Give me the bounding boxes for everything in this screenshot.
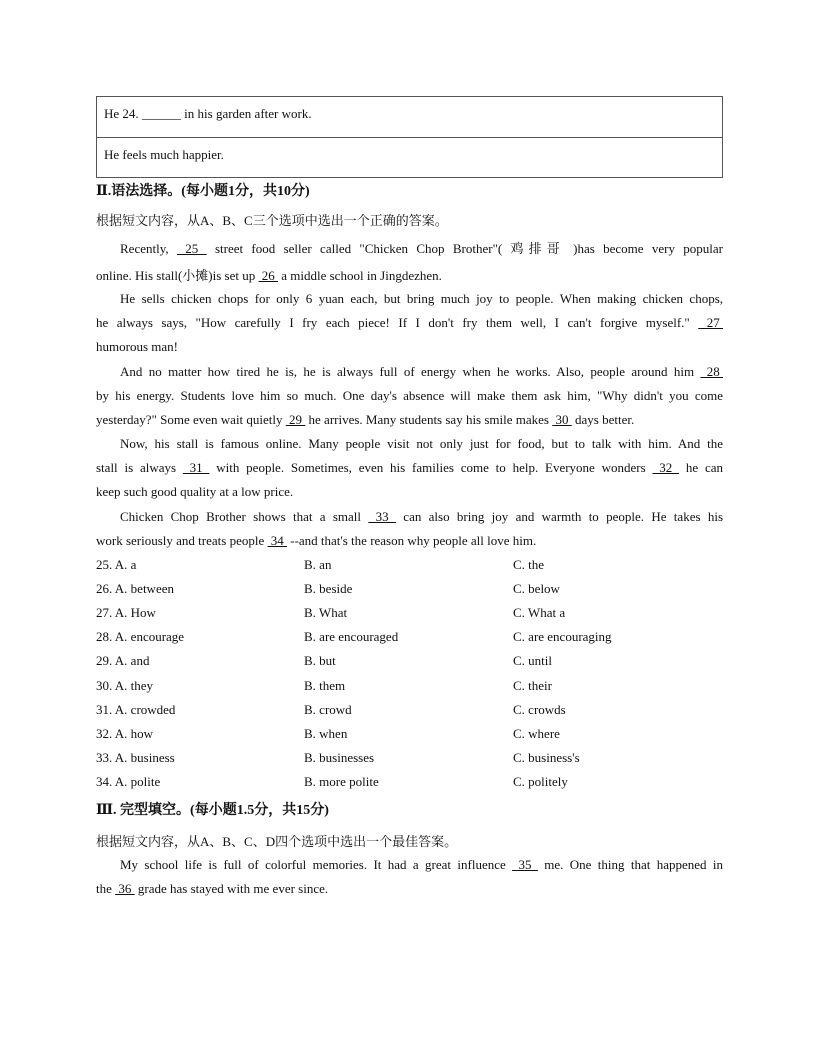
option-a: 31. A. crowded bbox=[96, 702, 176, 717]
blank-29: 29 bbox=[285, 412, 306, 427]
blank-35: 35 bbox=[512, 857, 538, 872]
passage-line: the 36 grade has stayed with me ever since. bbox=[96, 881, 329, 896]
table-row: He 24. ______ in his garden after work. bbox=[104, 106, 312, 121]
blank-28: 28 bbox=[700, 364, 723, 379]
section-heading-grammar: Ⅱ.语法选择。(每小题1分，共10分) bbox=[96, 184, 310, 199]
passage-line: humorous man! bbox=[96, 339, 178, 354]
option-c: C. until bbox=[513, 653, 553, 668]
option-b: B. when bbox=[304, 726, 348, 741]
option-b: B. crowd bbox=[304, 702, 352, 717]
blank-32: 32 bbox=[652, 460, 680, 475]
blank-36: 36 bbox=[115, 881, 135, 896]
passage-line: yesterday?" Some even wait quietly 29 he arrives. Many students say his smile makes 30 days better. bbox=[96, 412, 635, 427]
option-c: C. below bbox=[513, 581, 560, 596]
option-a: 25. A. a bbox=[96, 557, 137, 572]
passage-line: Now, his stall is famous online. Many people visit not only just for food, but to talk with him. And the bbox=[120, 436, 723, 451]
option-a: 27. A. How bbox=[96, 605, 156, 620]
option-c: C. What a bbox=[513, 605, 566, 620]
option-b: B. What bbox=[304, 605, 348, 620]
option-b: B. more polite bbox=[304, 774, 379, 789]
option-a: 29. A. and bbox=[96, 653, 150, 668]
blank-30: 30 bbox=[552, 412, 572, 427]
option-c: C. where bbox=[513, 726, 560, 741]
blank-33: 33 bbox=[368, 509, 396, 524]
option-c: C. are encouraging bbox=[513, 629, 612, 644]
option-a: 26. A. between bbox=[96, 581, 174, 596]
option-c: C. the bbox=[513, 557, 545, 572]
passage-line: keep such good quality at a low price. bbox=[96, 484, 294, 499]
option-c: C. politely bbox=[513, 774, 568, 789]
option-a: 33. A. business bbox=[96, 750, 175, 765]
blank-31: 31 bbox=[182, 460, 210, 475]
option-b: B. are encouraged bbox=[304, 629, 399, 644]
option-c: C. crowds bbox=[513, 702, 566, 717]
blank-27: 27 bbox=[698, 315, 724, 330]
option-b: B. an bbox=[304, 557, 332, 572]
passage-line: Chicken Chop Brother shows that a small 33 can also bring joy and warmth to people. He takes his bbox=[120, 509, 724, 524]
passage-line: Recently, 25 street food seller called "Chicken Chop Brother"( 鸡排哥 )has become very popular bbox=[120, 241, 723, 256]
option-b: B. them bbox=[304, 678, 346, 693]
passage-line: by his energy. Students love him so much. One day's absence will make them ask him, "Why didn't you come bbox=[96, 388, 723, 403]
answer-table bbox=[96, 96, 723, 178]
passage-line: stall is always 31 with people. Sometimes, even his families come to help. Everyone wonders 32 he can bbox=[96, 460, 723, 475]
option-a: 30. A. they bbox=[96, 678, 154, 693]
passage-line: And no matter how tired he is, he is always full of energy when he works. Also, people around him 28 bbox=[120, 364, 723, 379]
option-c: C. their bbox=[513, 678, 552, 693]
blank-26: 26 bbox=[258, 268, 278, 283]
section-instruction: 根据短文内容，从A、B、C、D四个选项中选出一个最佳答案。 bbox=[96, 834, 458, 849]
passage-line: work seriously and treats people 34 --and that's the reason why people all love him. bbox=[96, 533, 537, 548]
passage-line: He sells chicken chops for only 6 yuan each, but bring much joy to people. When making chicken chops, bbox=[120, 291, 723, 306]
option-a: 34. A. polite bbox=[96, 774, 161, 789]
blank-34: 34 bbox=[267, 533, 287, 548]
passage-line: My school life is full of colorful memories. It had a great influence 35 me. One thing that happened in bbox=[120, 857, 723, 872]
option-b: B. beside bbox=[304, 581, 353, 596]
section-heading-cloze: Ⅲ. 完型填空。(每小题1.5分，共15分) bbox=[96, 803, 329, 818]
option-b: B. businesses bbox=[304, 750, 375, 765]
blank-25: 25 bbox=[176, 241, 207, 256]
option-b: B. but bbox=[304, 653, 336, 668]
option-c: C. business's bbox=[513, 750, 580, 765]
section-instruction: 根据短文内容，从A、B、C三个选项中选出一个正确的答案。 bbox=[96, 213, 448, 228]
option-a: 32. A. how bbox=[96, 726, 154, 741]
table-row: He feels much happier. bbox=[97, 137, 722, 177]
passage-line: he always says, "How carefully I fry each piece! If I don't fry them well, I can't forgive myself." 27 bbox=[96, 315, 724, 330]
passage-line: online. His stall(小摊)is set up 26 a middle school in Jingdezhen. bbox=[96, 268, 442, 283]
option-a: 28. A. encourage bbox=[96, 629, 185, 644]
